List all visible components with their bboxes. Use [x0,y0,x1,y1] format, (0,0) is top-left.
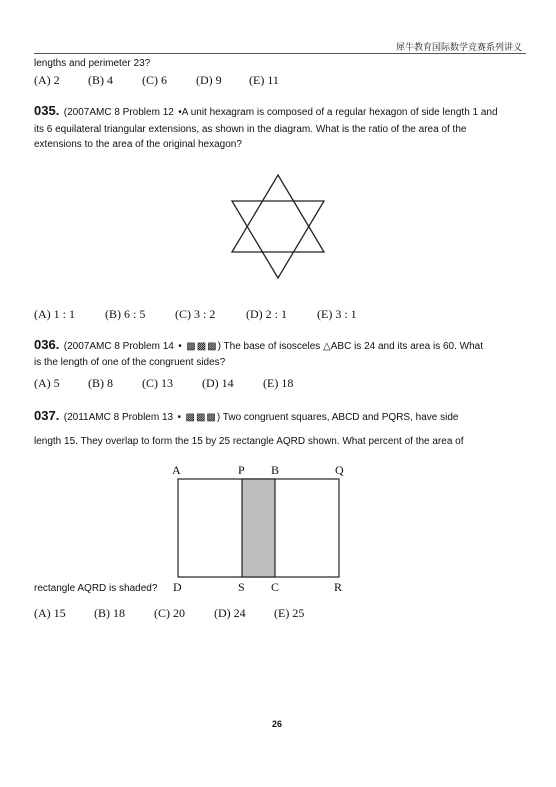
difficulty-dot-icon: • [177,412,182,423]
page-header-title: 犀牛教育国际数学竞赛系列讲义 [395,42,522,52]
difficulty-rhino-icons: ▩▩▩ [185,412,217,423]
q037-choice-d: (D) 24 [214,606,246,620]
q036-choice-e: (E) 18 [263,376,294,390]
difficulty-rhino-icons: ▩▩▩ [186,341,218,352]
rectangle-figure [168,460,358,595]
label-d: D [173,580,182,594]
difficulty-dot-icon: • [178,341,182,352]
q035-choice-a: (A) 1 : 1 [34,307,75,321]
q035-choice-b: (B) 6 : 5 [105,307,146,321]
label-s: S [238,580,245,594]
prev-choice-e: (E) 11 [249,73,279,87]
q037-source: (2011AMC 8 Problem 13 [63,412,174,423]
page-number: 26 [272,719,283,729]
q035-line1: A unit hexagram is composed of a regular hexagon of side length 1 and [181,107,498,118]
label-r: R [334,580,343,594]
hexagram-up-triangle [232,175,324,252]
q037-choice-e: (E) 25 [274,606,305,620]
q036-number: 036. [34,337,60,352]
q037-choice-a: (A) 15 [34,606,66,620]
q037-line3: rectangle AQRD is shaded? [34,583,158,594]
q036-line2: is the length of one of the congruent sides? [34,357,226,368]
q035-choice-c: (C) 3 : 2 [175,307,216,321]
q036-choice-a: (A) 5 [34,376,60,390]
q036-line1: ) The base of isosceles △ABC is 24 and its area is 60. What [217,341,484,352]
q035-choice-d: (D) 2 : 1 [246,307,287,321]
hexagram-figure [222,168,334,280]
difficulty-dot-icon: • [178,107,182,118]
prev-choice-d: (D) 9 [196,73,222,87]
q036-choice-b: (B) 8 [88,376,113,390]
prev-question-tail: lengths and perimeter 23? [34,58,151,69]
q037-line1: ) Two congruent squares, ABCD and PQRS, have side [216,412,459,423]
q037-choice-b: (B) 18 [94,606,125,620]
label-c: C [271,580,280,594]
label-p: P [238,463,245,477]
q035-number: 035. [34,103,60,118]
q035-line3: extensions to the area of the original hexagon? [34,139,242,150]
q035-line2: its 6 equilateral triangular extensions, as shown in the diagram. What is the ratio of the area of the [34,124,467,135]
hexagram-down-triangle [232,201,324,278]
q036-choice-c: (C) 13 [142,376,173,390]
q037-number: 037. [34,408,60,423]
label-b: B [271,463,280,477]
prev-choice-c: (C) 6 [142,73,167,87]
q035-source: (2007AMC 8 Problem 12 [63,107,174,118]
q035-choice-e: (E) 3 : 1 [317,307,357,321]
prev-choice-a: (A) 2 [34,73,60,87]
q037-line2: length 15. They overlap to form the 15 by 25 rectangle AQRD shown. What percent of the area of [34,436,464,447]
shaded-overlap [242,479,275,577]
q037-choice-c: (C) 20 [154,606,185,620]
label-a: A [172,463,181,477]
label-q: Q [335,463,344,477]
q036-choice-d: (D) 14 [202,376,234,390]
q036-source: (2007AMC 8 Problem 14 [63,341,174,352]
header-rule [34,53,526,54]
prev-choice-b: (B) 4 [88,73,113,87]
